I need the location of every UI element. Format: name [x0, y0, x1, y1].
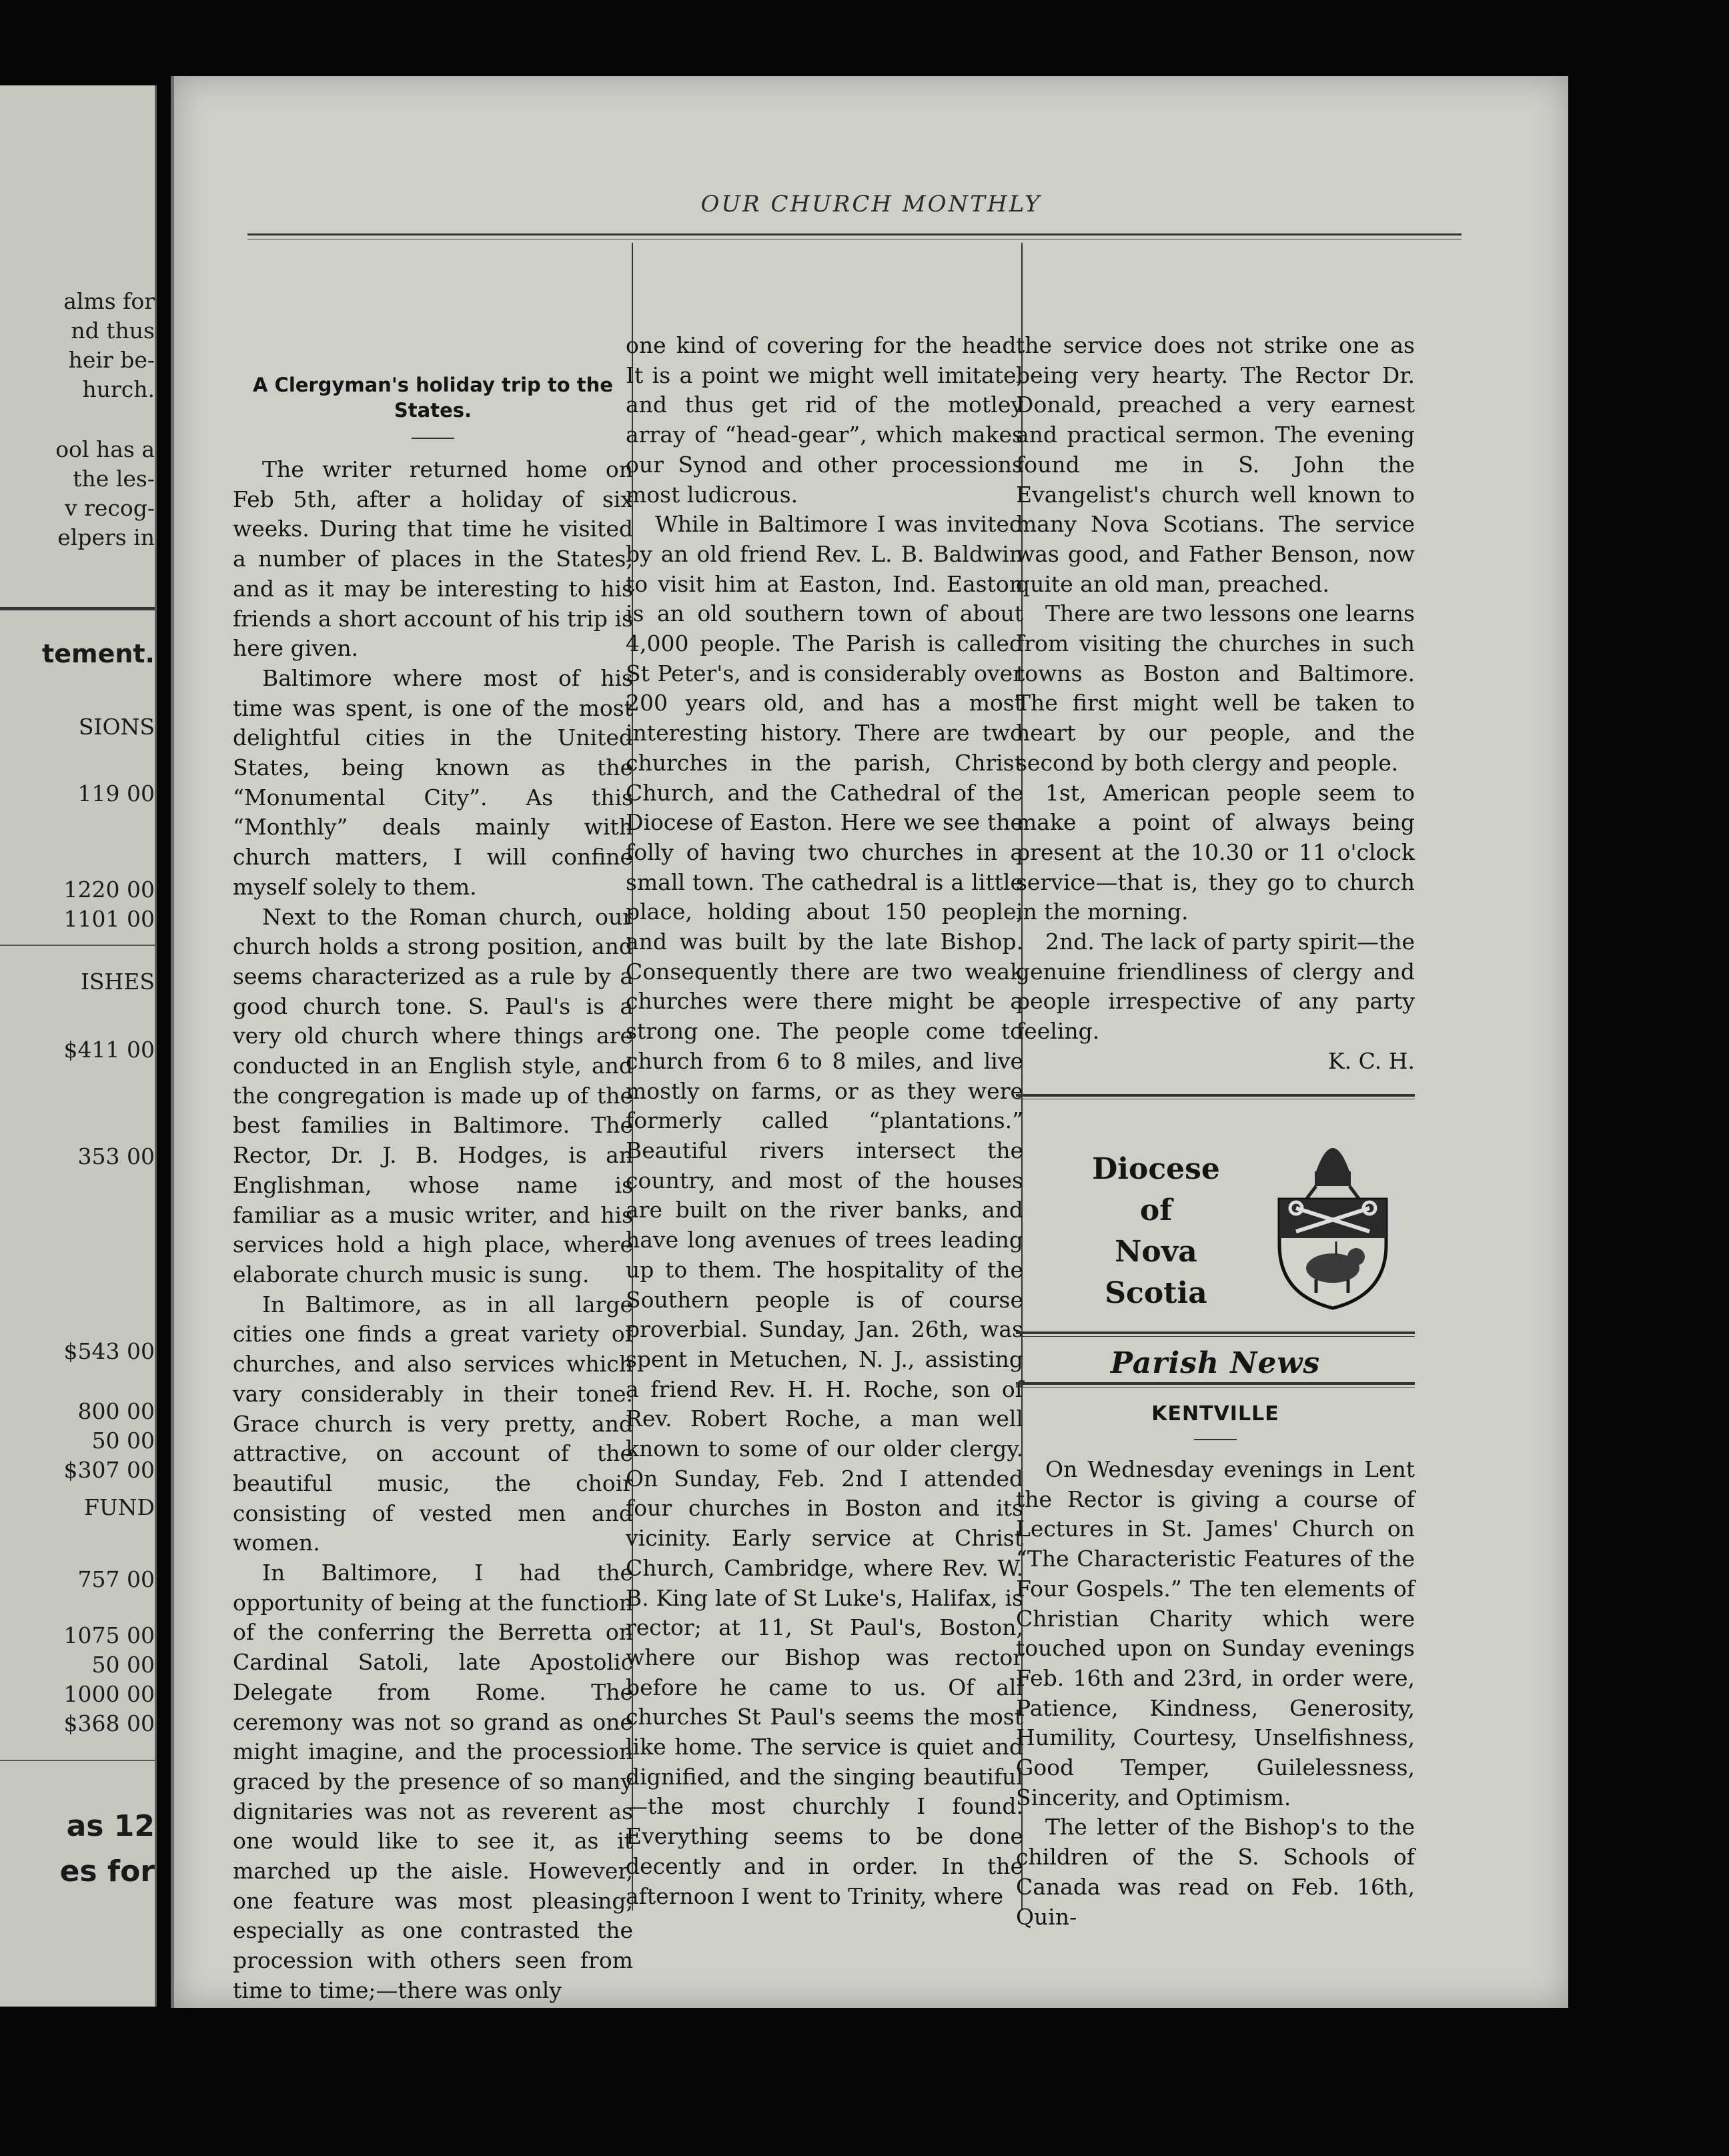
- left-amount: 1220 00: [63, 877, 155, 903]
- left-amount: $368 00: [63, 1710, 155, 1736]
- article-paragraph: In Baltimore, as in all large cities one finds a great variety of churches, and also services which vary considerably in their tone. Grace church is very pretty, and attractive, on account of the beautiful music, the choir consisting of vested men and women.: [233, 1291, 633, 1556]
- article-column-1: [233, 243, 633, 2006]
- left-amount: $307 00: [63, 1457, 155, 1483]
- left-thin-rule: [0, 945, 155, 946]
- left-amount: $543 00: [63, 1338, 155, 1364]
- article-paragraph: There are two lessons one learns from visiting the churches in such towns as Boston and Baltimore. The first might well be taken to heart by our people, and the second by both clergy and people.: [1016, 600, 1415, 776]
- left-page-fragment: [0, 85, 157, 2007]
- left-text-line: v recog-: [64, 495, 155, 521]
- left-heading-statement: tement.: [42, 639, 155, 668]
- left-amount: 757 00: [77, 1566, 155, 1592]
- newspaper-page: [171, 76, 1568, 2008]
- article-paragraph: 2nd. The lack of party spirit—the genuine friendliness of clergy and people irrespective of any party feeling.: [1016, 929, 1415, 1045]
- left-heading-fund: FUND: [83, 1494, 155, 1520]
- running-head: OUR CHURCH MONTHLY: [700, 191, 1042, 217]
- left-text-line: hurch.: [82, 376, 155, 402]
- news-paragraph: The letter of the Bishop's to the children of the S. Schools of Canada was read on Feb. 16th, Quin-: [1016, 1814, 1415, 1930]
- article-paragraph: In Baltimore, I had the opportunity of being at the function of the conferring the Berretta on Cardinal Satoli, late Apostolic Delegate from Rome. The ceremony was not so grand as one might imagine, and the procession graced by the presence of so many dignitaries was not as reverent as one would like to see it, as it marched up the aisle. However, one feature was most pleasing, especially as one contrasted the procession with others seen from time to time;—there was only: [233, 1560, 633, 2003]
- article-paragraph: one kind of covering for the head. It is a point we might well imitate, and thus get rid of the motley array of “head-gear”, which makes our Synod and other processions most ludicrous.: [626, 332, 1023, 508]
- left-thin-rule: [0, 1760, 155, 1761]
- article-paragraph: The writer returned home on Feb 5th, after a holiday of six weeks. During that time he visited a number of places in the States, and as it may be interesting to his friends a short account of his trip is here given.: [233, 456, 633, 662]
- left-text-line: nd thus: [71, 318, 155, 344]
- diocese-title-line: Nova Scotia: [1105, 1234, 1207, 1310]
- headline-rule: [412, 438, 454, 439]
- kentville-heading: KENTVILLE: [1151, 1402, 1279, 1426]
- left-text-line: the les-: [73, 466, 155, 492]
- article-paragraph: Baltimore where most of his time was spent, is one of the most delightful cities in the United States, being known as the “Monumental City”. As this “Monthly” deals mainly with church matters, I will confine myself solely to them.: [233, 664, 633, 900]
- left-amount: 50 00: [91, 1428, 155, 1454]
- left-text-line: elpers in: [57, 524, 155, 550]
- left-bottom-line: es for: [59, 1854, 155, 1889]
- left-bottom-line: as 12: [66, 1809, 155, 1843]
- diocese-title-line: of: [1139, 1193, 1173, 1227]
- article-column-2: [626, 243, 1023, 1911]
- diocese-title: [1069, 1149, 1243, 1314]
- section-rule: [1016, 1094, 1415, 1099]
- left-amount: 1101 00: [63, 906, 155, 932]
- parish-news-heading: Parish News: [1110, 1345, 1321, 1380]
- diocese-banner: [1016, 1111, 1415, 1331]
- diocese-title-line: Diocese: [1092, 1151, 1220, 1186]
- left-amount: 119 00: [77, 780, 155, 806]
- left-amount: 50 00: [91, 1652, 155, 1678]
- article-paragraph: While in Baltimore I was invited by an old friend Rev. L. B. Baldwin to visit him at Easton, Ind. Easton is an old southern town of about 4,000 people. The Parish is called St Peter's, and is considerably over 200 years old, and has a most interesting history. There are two churches in the parish, Christ Church, and the Cathedral of the Diocese of Easton. Here we see the folly of having two churches in a small town. The cathedral is a little place, holding about 150 people, and was built by the late Bishop. Consequently there are two weak churches were there might be a strong one. The people come to church from 6 to 8 miles, and live mostly on farms, or as they were formerly called “plantations.” Beautiful rivers intersect the country, and most of the houses are built on the river banks, and have long avenues of trees leading up to them. The hospitality of the Southern people is of course proverbial. Sunday, Jan. 26th, was spent in Metuchen, N. J., assisting a friend Rev. H. H. Roche, son of Rev. Robert Roche, a man well known to some of our older clergy. On Sunday, Feb. 2nd I attended four churches in Boston and its vicinity. Early service at Christ Church, Cambridge, where Rev. W. B. King late of St Luke's, Halifax, is rector; at 11, St Paul's, Boston, where our Bishop was rector before he came to us. Of all churches St Paul's seems the most like home. The service is quiet and dignified, and the singing beautiful—the most churchly I found. Everything seems to be done decently and in order. In the afternoon I went to Trinity, where: [626, 511, 1023, 1909]
- article-column-3: [1016, 243, 1415, 1932]
- header-rule: [247, 233, 1462, 239]
- left-amount: 353 00: [77, 1143, 155, 1169]
- left-text-line: heir be-: [68, 347, 155, 373]
- left-heading-ishes: ISHES: [80, 969, 155, 995]
- article-paragraph: 1st, American people seem to make a point of always being present at the 10.30 or 11 o'clock service—that is, they go to church in the morning.: [1016, 779, 1415, 925]
- left-amount: 1000 00: [63, 1681, 155, 1707]
- article-signature: K. C. H.: [1328, 1047, 1415, 1074]
- left-amount: 800 00: [77, 1398, 155, 1424]
- left-amount: 1075 00: [63, 1622, 155, 1648]
- section-rule: [1016, 1382, 1415, 1388]
- left-text-line: ool has a: [55, 436, 155, 462]
- section-rule: [1016, 1331, 1415, 1337]
- left-rule: [0, 607, 155, 610]
- news-paragraph: On Wednesday evenings in Lent the Rector is giving a course of Lectures in St. James' Church on “The Characteristic Features of the Four Gospels.” The ten elements of Christian Charity which were touched upon on Sunday evenings Feb. 16th and 23rd, in order were, Patience, Kindness, Generosity, Humility, Courtesy, Unselfishness, Good Temper, Guilelessness, Sincerity, and Optimism.: [1016, 1456, 1415, 1810]
- left-heading-sions: SIONS: [78, 714, 155, 740]
- left-amount: $411 00: [63, 1037, 155, 1063]
- diocese-crest-icon: [1269, 1125, 1396, 1319]
- heading-rule: [1194, 1439, 1237, 1440]
- article-paragraph: Next to the Roman church, our church holds a strong position, and seems characterized as a rule by a good church tone. S. Paul's is a very old church where things are conducted in an English style, and the congregation is made up of the best families in Baltimore. The Rector, Dr. J. B. Hodges, is an Englishman, whose name is familiar as a music writer, and his services hold a high place, where elaborate church music is sung.: [233, 903, 633, 1287]
- article-paragraph: the service does not strike one as being very hearty. The Rector Dr. Donald, preached a very earnest and practical sermon. The evening found me in S. John the Evangelist's church well known to many Nova Scotians. The service was good, and Father Benson, now quite an old man, preached.: [1016, 332, 1415, 597]
- article-headline: A Clergyman's holiday trip to the States.: [253, 374, 613, 422]
- left-text-line: alms for: [63, 288, 155, 314]
